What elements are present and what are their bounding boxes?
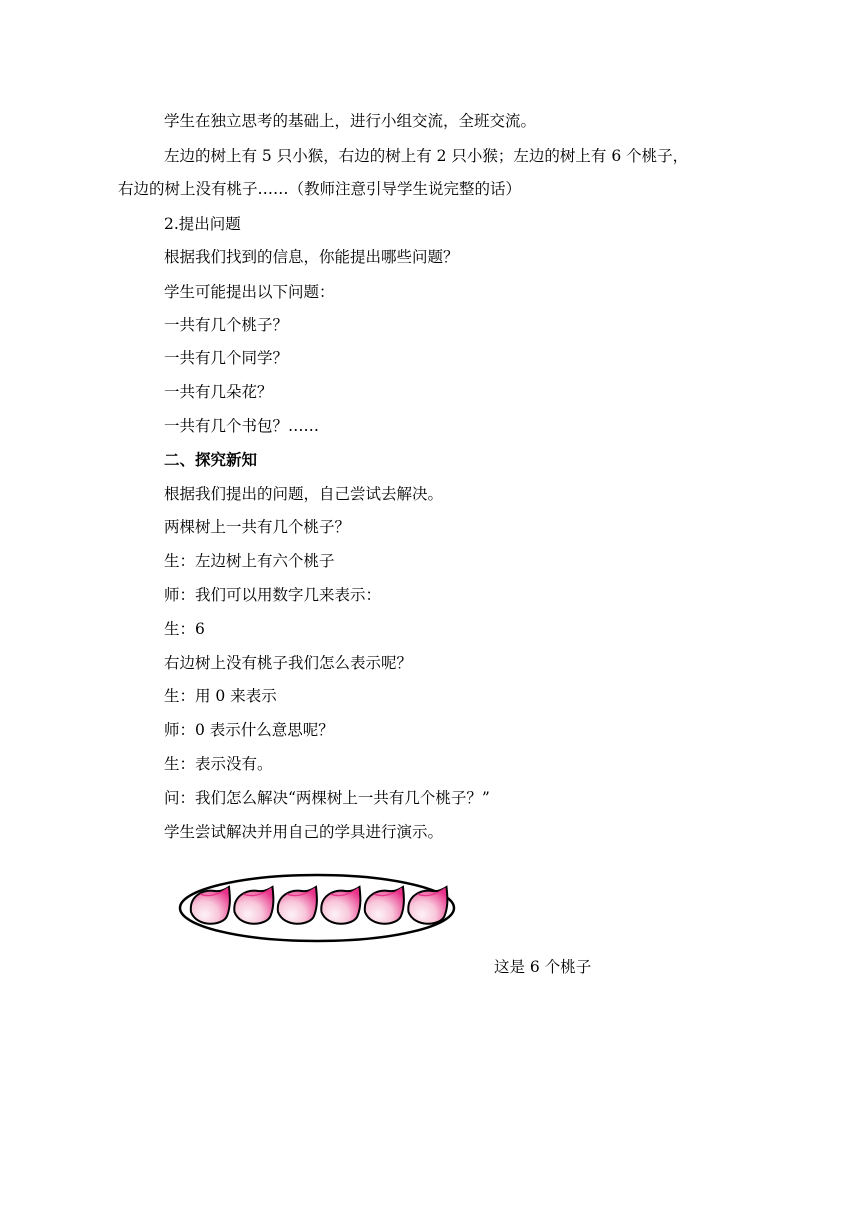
peaches-illustration [176,872,458,944]
section-heading: 二、探究新知 [164,451,258,469]
paragraph-line: 学生在独立思考的基础上，进行小组交流，全班交流。 [164,112,537,130]
paragraph-line: 根据我们找到的信息，你能提出哪些问题？ [164,248,459,266]
paragraph-line: 根据我们提出的问题，自己尝试去解决。 [164,485,444,503]
paragraph-line: 两棵树上一共有几个桃子？ [164,518,351,536]
peach-icon [278,887,317,924]
dialogue-line: 师：我们可以用数字几来表示： [164,586,382,604]
dialogue-line: 生：6 [164,620,205,638]
dialogue-line: 问：我们怎么解决“两棵树上一共有几个桃子？” [164,789,490,807]
figure-caption: 这是 6 个桃子 [494,958,592,976]
paragraph-line: 学生可能提出以下问题： [164,283,335,301]
peach-icon [321,887,360,924]
question-line: 一共有几个同学？ [164,349,289,367]
paragraph-line: 学生尝试解决并用自己的学具进行演示。 [164,823,444,841]
question-line: 一共有几个书包？…… [164,417,320,435]
peach-icon [365,887,404,924]
question-line: 一共有几朵花？ [164,383,273,401]
peach-icon [408,887,447,924]
dialogue-line: 生：用 0 来表示 [164,687,277,705]
section-subheading: 2.提出问题 [164,215,241,233]
paragraph-line: 右边树上没有桃子我们怎么表示呢？ [164,654,413,672]
dialogue-line: 生：左边树上有六个桃子 [164,552,335,570]
paragraph-line: 左边的树上有 5 只小猴，右边的树上有 2 只小猴；左边的树上有 6 个桃子， [164,147,689,165]
dialogue-line: 师：0 表示什么意思呢？ [164,721,334,739]
question-line: 一共有几个桃子？ [164,316,289,334]
paragraph-line: 右边的树上没有桃子……（教师注意引导学生说完整的话） [118,180,522,198]
dialogue-line: 生：表示没有。 [164,755,273,773]
peach-icon [234,887,273,924]
